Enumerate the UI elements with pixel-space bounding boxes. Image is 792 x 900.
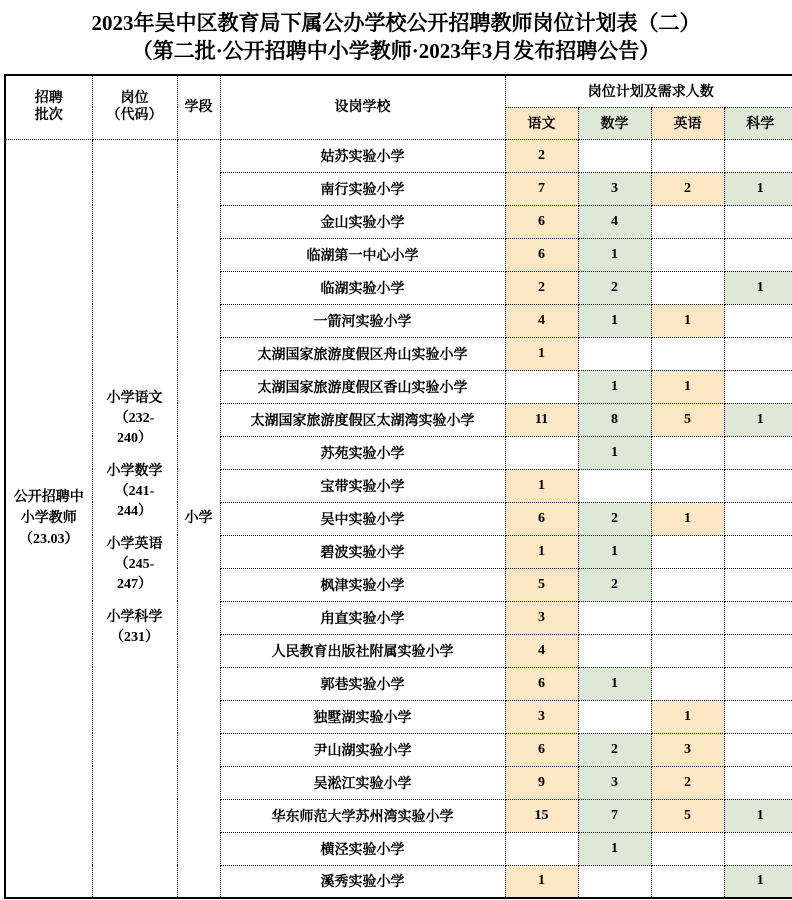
cell-count-chinese: 6 [505, 238, 578, 271]
cell-count-math: 2 [578, 733, 651, 766]
header-post [92, 75, 177, 139]
cell-count-science [724, 205, 792, 238]
header-batch-line1: 招聘 [34, 91, 63, 107]
cell-post-codes [92, 139, 177, 898]
cell-count-math [578, 337, 651, 370]
cell-count-science [724, 502, 792, 535]
cell-school-name: 太湖国家旅游度假区舟山实验小学 [220, 337, 505, 370]
cell-count-math: 1 [578, 238, 651, 271]
cell-count-science [724, 733, 792, 766]
cell-count-math: 3 [578, 172, 651, 205]
cell-count-math: 2 [578, 271, 651, 304]
post-line-3: 247） [117, 576, 152, 592]
cell-count-chinese: 3 [505, 700, 578, 733]
cell-count-science [724, 667, 792, 700]
cell-school-name: 枫津实验小学 [220, 568, 505, 601]
post-line-3: 244） [117, 503, 152, 519]
table-row [5, 139, 792, 172]
cell-count-chinese: 11 [505, 403, 578, 436]
post-line-3: 240） [117, 430, 152, 446]
cell-school-name: 吴淞江实验小学 [220, 766, 505, 799]
cell-school-name: 太湖国家旅游度假区太湖湾实验小学 [220, 403, 505, 436]
cell-school-name: 临湖第一中心小学 [220, 238, 505, 271]
header-post-line1: 岗位 [120, 91, 149, 107]
cell-count-chinese [505, 832, 578, 865]
cell-count-chinese: 6 [505, 205, 578, 238]
cell-count-chinese: 2 [505, 139, 578, 172]
cell-count-math: 1 [578, 667, 651, 700]
post-group-3 [93, 535, 177, 595]
post-line-1: 小学语文 [106, 390, 163, 406]
cell-count-chinese: 6 [505, 733, 578, 766]
cell-count-science: 1 [724, 799, 792, 832]
cell-count-chinese: 7 [505, 172, 578, 205]
post-group-2 [93, 462, 177, 522]
cell-count-science [724, 634, 792, 667]
cell-school-name: 金山实验小学 [220, 205, 505, 238]
cell-school-name: 南行实验小学 [220, 172, 505, 205]
cell-count-math [578, 601, 651, 634]
cell-count-english [651, 205, 724, 238]
cell-school-name: 横泾实验小学 [220, 832, 505, 865]
cell-count-english [651, 238, 724, 271]
cell-count-english [651, 436, 724, 469]
header-batch-line2: 批次 [34, 108, 63, 124]
batch-line-3: （23.03） [19, 531, 79, 547]
post-group-1 [93, 389, 177, 449]
cell-count-math: 7 [578, 799, 651, 832]
post-line-1: 小学英语 [106, 536, 163, 552]
cell-school-name: 宝带实验小学 [220, 469, 505, 502]
cell-school-name: 尹山湖实验小学 [220, 733, 505, 766]
cell-count-english [651, 667, 724, 700]
post-line-2: （231） [110, 629, 159, 645]
cell-school-name: 吴中实验小学 [220, 502, 505, 535]
cell-count-english: 1 [651, 700, 724, 733]
cell-count-chinese: 4 [505, 634, 578, 667]
post-line-1: 小学科学 [106, 609, 163, 625]
cell-count-math [578, 700, 651, 733]
header-subject-english: 英语 [651, 107, 724, 139]
cell-count-english [651, 535, 724, 568]
table-head [5, 75, 792, 139]
document-title [0, 0, 792, 65]
cell-count-science [724, 766, 792, 799]
cell-count-chinese: 5 [505, 568, 578, 601]
cell-count-chinese: 6 [505, 667, 578, 700]
post-line-2: （232- [114, 410, 155, 426]
cell-count-chinese: 3 [505, 601, 578, 634]
cell-count-math: 2 [578, 568, 651, 601]
header-row-1 [5, 75, 792, 107]
cell-count-english: 2 [651, 172, 724, 205]
post-group-4 [93, 608, 177, 648]
post-line-1: 小学数学 [106, 463, 163, 479]
cell-school-name: 临湖实验小学 [220, 271, 505, 304]
header-post-line2: （代码） [106, 108, 163, 124]
cell-school-name: 一箭河实验小学 [220, 304, 505, 337]
cell-school-name: 苏苑实验小学 [220, 436, 505, 469]
cell-count-english [651, 634, 724, 667]
cell-count-english [651, 271, 724, 304]
cell-school-name: 郭巷实验小学 [220, 667, 505, 700]
header-batch [5, 75, 92, 139]
cell-count-chinese [505, 436, 578, 469]
cell-count-chinese: 6 [505, 502, 578, 535]
header-plan-group: 岗位计划及需求人数 [505, 75, 792, 107]
header-subject-science: 科学 [724, 107, 792, 139]
cell-school-name: 姑苏实验小学 [220, 139, 505, 172]
cell-school-name: 碧波实验小学 [220, 535, 505, 568]
table-body [5, 139, 792, 898]
batch-line-1: 公开招聘中 [13, 489, 84, 505]
cell-count-math [578, 865, 651, 898]
cell-count-english: 5 [651, 799, 724, 832]
cell-count-math [578, 469, 651, 502]
cell-school-name: 独墅湖实验小学 [220, 700, 505, 733]
cell-count-chinese: 1 [505, 535, 578, 568]
cell-count-science [724, 370, 792, 403]
cell-school-name: 太湖国家旅游度假区香山实验小学 [220, 370, 505, 403]
cell-count-science: 1 [724, 865, 792, 898]
post-line-2: （245- [114, 556, 155, 572]
cell-count-math: 8 [578, 403, 651, 436]
cell-count-science: 1 [724, 172, 792, 205]
cell-recruitment-batch [5, 139, 92, 898]
cell-count-math [578, 634, 651, 667]
cell-count-chinese: 1 [505, 469, 578, 502]
cell-count-english [651, 469, 724, 502]
cell-count-english: 3 [651, 733, 724, 766]
cell-count-math: 1 [578, 436, 651, 469]
cell-count-math: 1 [578, 535, 651, 568]
header-school: 设岗学校 [220, 75, 505, 139]
cell-school-name: 华东师范大学苏州湾实验小学 [220, 799, 505, 832]
cell-count-science [724, 436, 792, 469]
cell-count-chinese: 1 [505, 337, 578, 370]
cell-count-math: 1 [578, 832, 651, 865]
post-line-2: （241- [114, 483, 155, 499]
header-subject-chinese: 语文 [505, 107, 578, 139]
cell-count-english: 1 [651, 502, 724, 535]
cell-count-english: 1 [651, 370, 724, 403]
cell-count-math: 2 [578, 502, 651, 535]
header-stage: 学段 [177, 75, 220, 139]
title-line-1: 2023年吴中区教育局下属公办学校公开招聘教师岗位计划表（二） [91, 11, 701, 35]
title-line-2: （第二批·公开招聘中小学教师·2023年3月发布招聘公告） [131, 39, 661, 63]
cell-count-science [724, 337, 792, 370]
cell-count-math [578, 139, 651, 172]
cell-count-chinese: 15 [505, 799, 578, 832]
cell-count-science [724, 469, 792, 502]
cell-count-science [724, 568, 792, 601]
cell-count-science [724, 535, 792, 568]
recruitment-plan-table [4, 74, 792, 899]
cell-count-science [724, 139, 792, 172]
cell-school-name: 甪直实验小学 [220, 601, 505, 634]
cell-count-english [651, 832, 724, 865]
cell-count-english [651, 568, 724, 601]
cell-count-chinese [505, 370, 578, 403]
cell-count-chinese: 4 [505, 304, 578, 337]
cell-count-math: 1 [578, 304, 651, 337]
header-subject-math: 数学 [578, 107, 651, 139]
cell-count-math: 3 [578, 766, 651, 799]
cell-count-chinese: 1 [505, 865, 578, 898]
cell-count-science [724, 832, 792, 865]
cell-count-science [724, 700, 792, 733]
cell-count-english: 5 [651, 403, 724, 436]
cell-school-name: 人民教育出版社附属实验小学 [220, 634, 505, 667]
cell-school-name: 溪秀实验小学 [220, 865, 505, 898]
cell-school-stage: 小学 [177, 139, 220, 898]
batch-line-2: 小学教师 [20, 510, 77, 526]
cell-count-science: 1 [724, 403, 792, 436]
cell-count-english [651, 865, 724, 898]
cell-count-science [724, 304, 792, 337]
cell-count-chinese: 2 [505, 271, 578, 304]
cell-count-science: 1 [724, 271, 792, 304]
cell-count-english [651, 139, 724, 172]
cell-count-english: 2 [651, 766, 724, 799]
cell-count-english [651, 337, 724, 370]
cell-count-science [724, 238, 792, 271]
cell-count-english [651, 601, 724, 634]
cell-count-math: 4 [578, 205, 651, 238]
cell-count-english: 1 [651, 304, 724, 337]
cell-count-chinese: 9 [505, 766, 578, 799]
cell-count-math: 1 [578, 370, 651, 403]
cell-count-science [724, 601, 792, 634]
